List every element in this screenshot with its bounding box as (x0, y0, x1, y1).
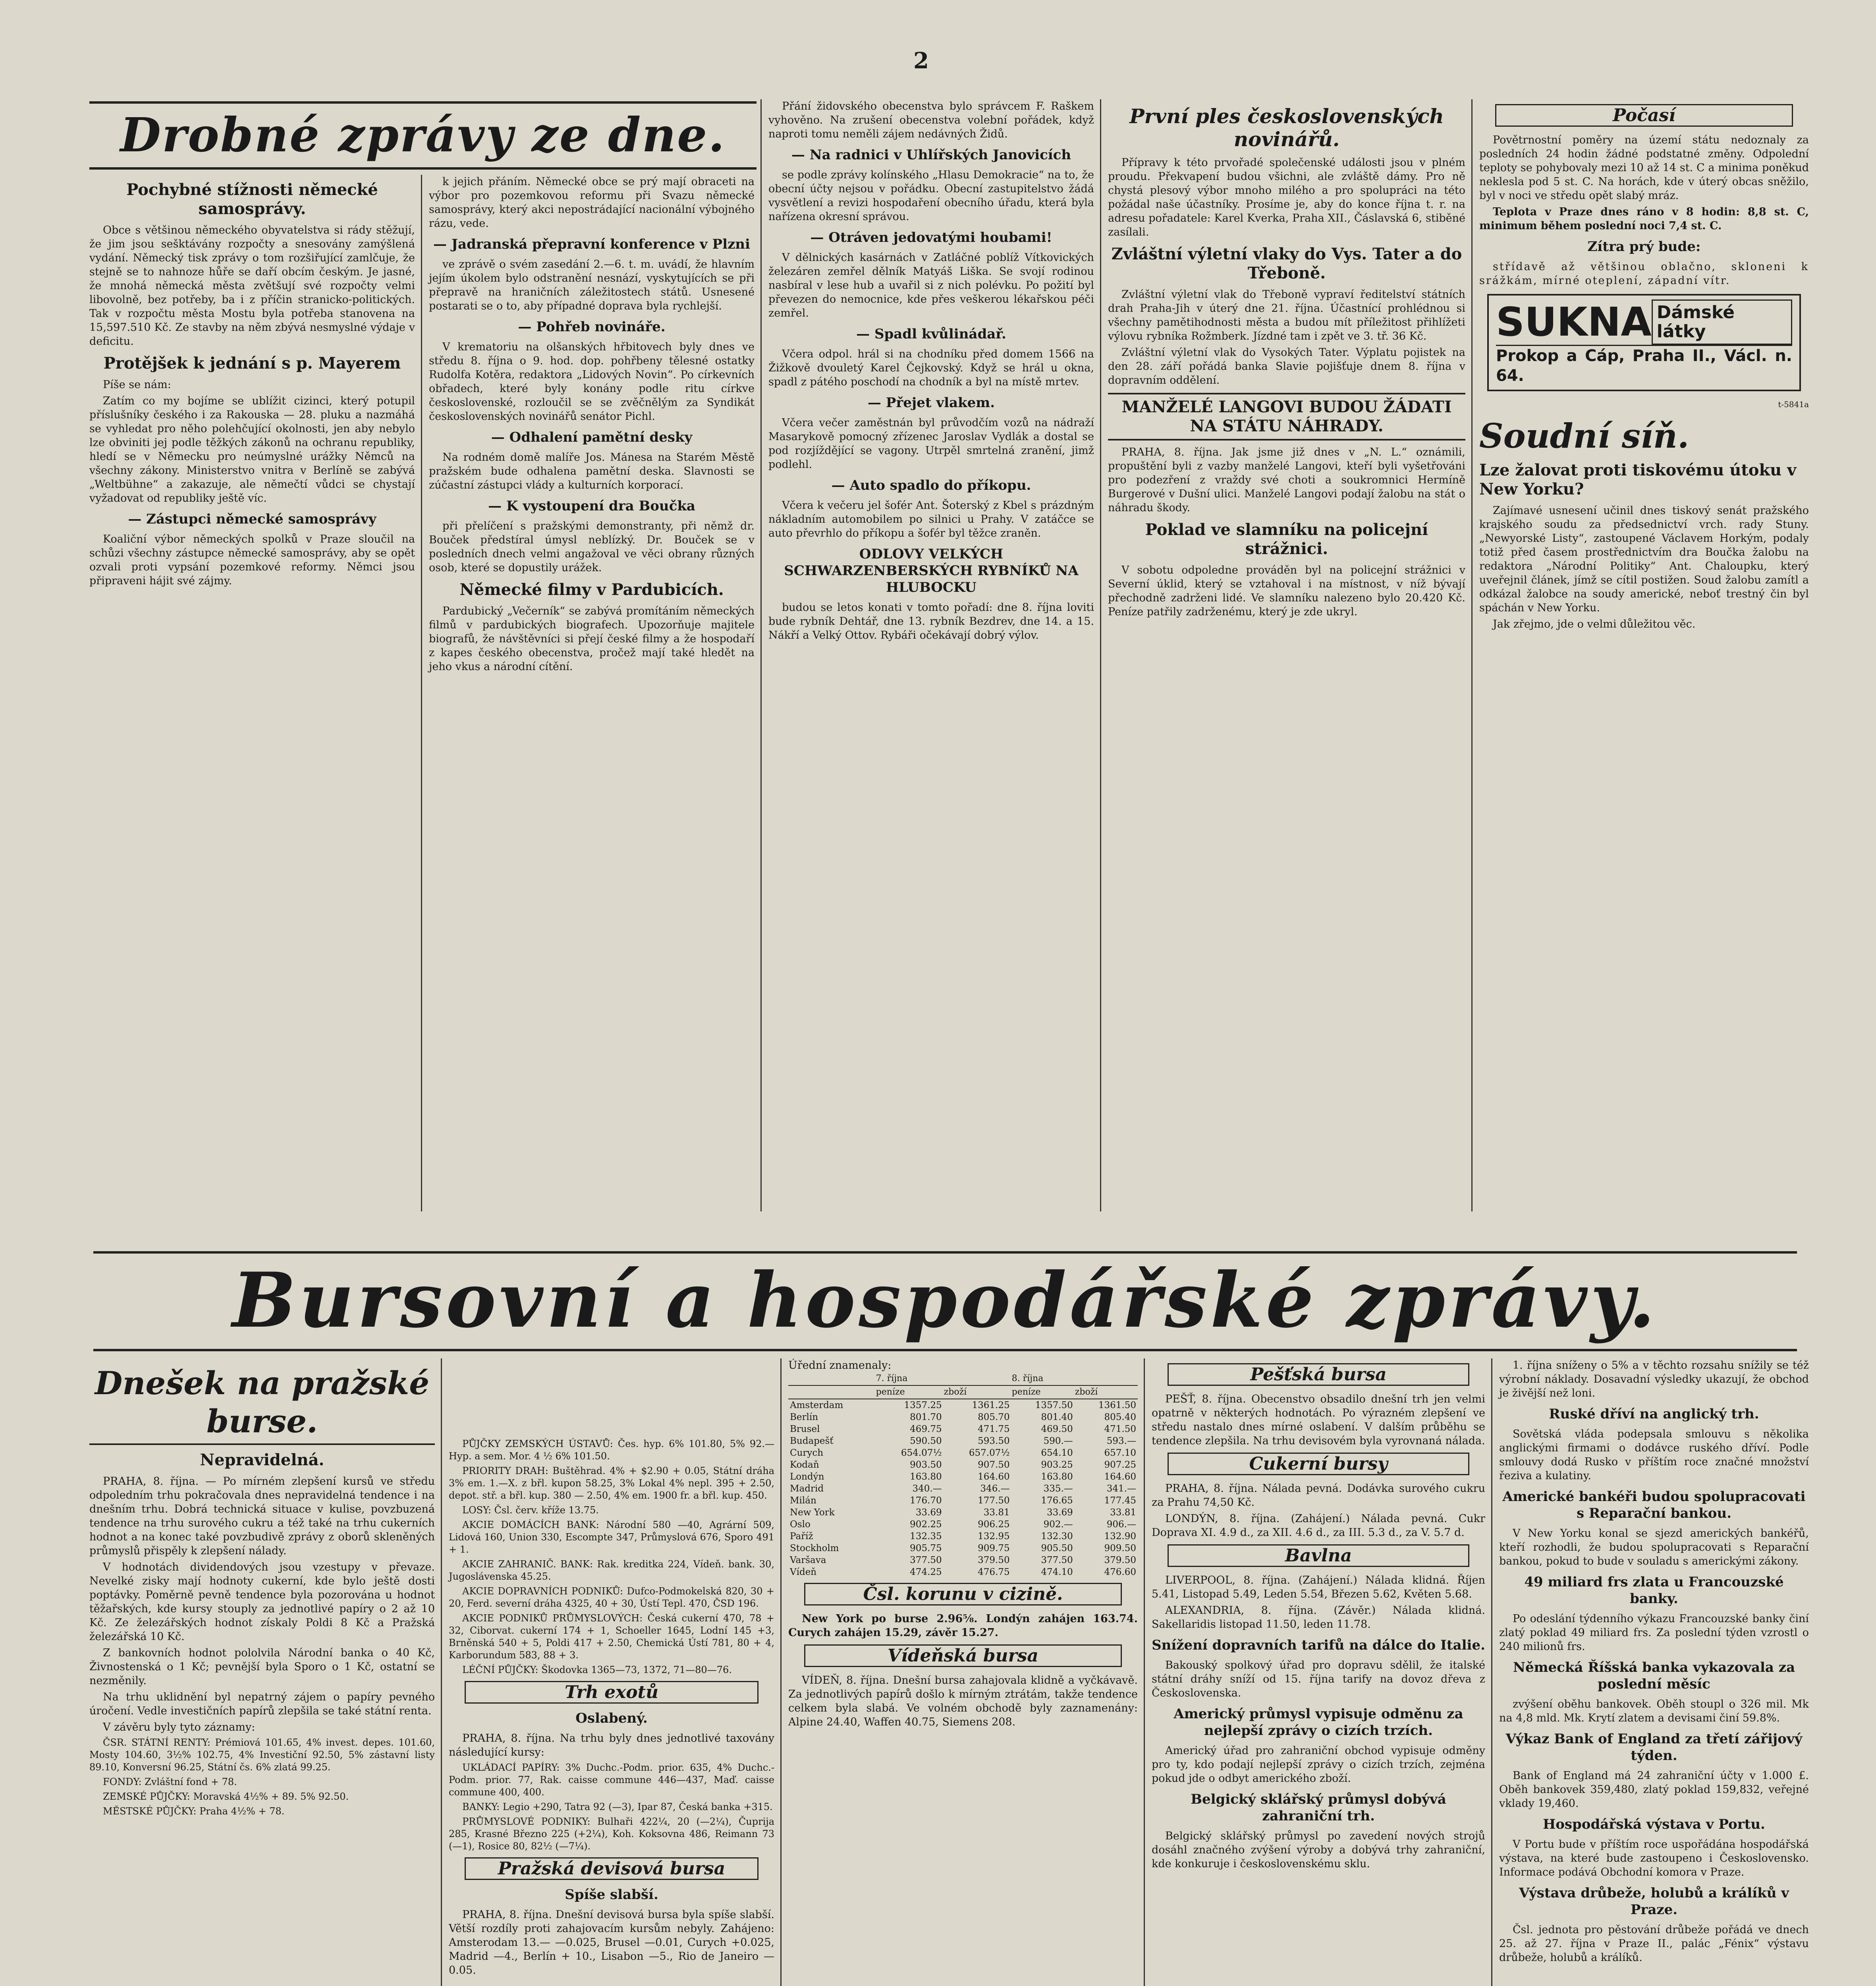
rates-value-cell: 469.50 (1041, 1424, 1073, 1434)
rates-value-cell: 471.50 (1104, 1424, 1136, 1434)
rates-city-cell: Oslo (790, 1519, 811, 1530)
rates-value-cell: 132.95 (978, 1531, 1010, 1542)
article-paragraph: Na trhu uklidnění byl nepatrný zájem o papíry pevného úročení. Vedle investičních papírů zlepšila se také státní renta. (89, 1691, 435, 1717)
article-paragraph: PRAHA, 8. října. Nálada pevná. Dodávka surového cukru za Prahu 74,50 Kč. (1152, 1482, 1485, 1509)
article-headline: Zvláštní výletní vlaky do Vys. Tater a do Třeboně. (1111, 245, 1462, 282)
rates-row (788, 1566, 1138, 1578)
rates-value-cell: 379.50 (978, 1555, 1010, 1565)
rates-row (788, 1530, 1138, 1542)
quotation-block: PRŮMYSLOVÉ PODNIKY: Bulhaři 422¼, 20 (—2¼), Čuprija 285, Krasné Březno 225 (+2¼), Koh. Koksovna 486, Reimann 73 (—1), Rosice 80, 82½ (—7¼). (449, 1816, 774, 1852)
ad-headline: SUKNA (1496, 299, 1652, 345)
rates-value-cell: 341.— (1106, 1484, 1136, 1494)
article-paragraph: PRAHA, 8. října. — Po mírném zlepšení kursů ve středu odpoledním trhu pokračovala dnes nepravidelná tendence i na dnešním trhu. Dobrá technická situace v kulise, povzbuzená tendence na trhu surového cukru a též také na trhu cukerních hodnot a na konec také povzbudivě zprávy z oborů skleněných průmyslů přispěly k zlepšení nálady. (89, 1475, 435, 1557)
article-paragraph: Pardubický „Večerník“ se zabývá promítáním německých filmů v pardubických biografech. Upozorňuje majitele biografů, že návštěvníci si přejí české filmy a že hospodaří z kapes českého obecenstva, pročež mají také hledět na jeho vkus a národní cítění. (429, 605, 755, 673)
bottom-column-1 (89, 1358, 435, 1820)
article-paragraph: Včera odpol. hrál si na chodníku před domem 1566 na Žižkově dvouletý Karel Čejkovský. Když se hrál u okna, spadl z pátého poschodí na chodník a byl na místě mrtev. (768, 348, 1094, 388)
rates-value-cell: 1357.25 (904, 1400, 942, 1410)
article-paragraph: se podle zprávy kolínského „Hlasu Demokracie“ na to, že obecní účty nejsou v pořádku. Obecní zastupitelstvo žádá vysvětlení a revizi hospodaření obecního úřadu, která byla nařízena okresní správou. (768, 169, 1094, 223)
quotation-block: AKCIE DOPRAVNÍCH PODNIKŮ: Dufco-Podmokelská 820, 30 + 20, Ferd. severní dráha 4325, 40 + 30, Ústí Tepl. 470, ČSD 196. (449, 1586, 774, 1609)
column-rule (1471, 99, 1473, 1211)
rates-subheader-goods: zboží (944, 1385, 1011, 1399)
forecast-text: střídavě až většinou oblačno, skloneni k srážkám, mírné oteplení, západní vítr. (1479, 261, 1809, 287)
article-paragraph: PEŠŤ, 8. října. Obecenstvo obsadilo dnešní trh jen velmi opatrně v některých hodnotách. Po výrazném zlepšení ve středu nastalo dnes mírné oslabení. V dalším průběhu se tendence zlepšila. Na trhu devisovém byla vyrovnaná nálada. (1152, 1393, 1485, 1447)
top-column-5 (1479, 99, 1809, 634)
quotation-block: LOSY: Čsl. červ. kříže 13.75. (462, 1505, 599, 1516)
rates-header-day1: 7. října (876, 1372, 1011, 1385)
article-paragraph: při přelíčení s pražskými demonstranty, při němž dr. Bouček předstíral úmysl neblízký. Dr. Bouček se v posledních dnech velmi angažoval ve věci obrany různých osob, které se dopustily urážek. (429, 520, 755, 574)
rates-value-cell: 593.— (1106, 1436, 1136, 1446)
ad-address: Prokop a Cáp, Praha II., Václ. n. 64. (1496, 345, 1792, 386)
quotation-block: BANKY: Legio +290, Tatra 92 (—3), Ipar 87, Česká banka +315. (462, 1801, 773, 1812)
article-paragraph: Na rodném domě malíře Jos. Mánesa na Starém Městě pražském bude odhalena pamětní deska. Slavnosti se zúčastní zástupci vlády a kulturních korporací. (429, 451, 755, 491)
weather-reading: Teplota v Praze dnes ráno v 8 hodin: 8,8 st. C, minimum během poslední noci 7,4 st. C. (1479, 206, 1809, 232)
rates-value-cell: 164.60 (978, 1472, 1010, 1482)
rates-value-cell: 906.— (1106, 1519, 1136, 1530)
rates-value-cell: 177.50 (978, 1495, 1010, 1506)
article-paragraph: zvýšení oběhu bankovek. Oběh stoupl o 326 mil. Mk na 4,8 mld. Mk. Krytí zlatem a devisami činí 59.8%. (1499, 1698, 1809, 1724)
rates-city-cell: Amsterdam (790, 1400, 843, 1410)
section-box-title: Bavlna (1168, 1544, 1469, 1567)
article-paragraph: Včera k večeru jel šofér Ant. Šoterský z Kbel s prázdným nákladním automobilem po silnici u Prahy. V zatáčce se auto převrhlo do příkopu a šofér byl těžce zraněn. (768, 499, 1094, 539)
advertisement (1487, 294, 1801, 391)
rates-value-cell: 163.80 (910, 1472, 942, 1482)
rates-city-cell: Curych (790, 1448, 824, 1458)
article-paragraph: Píše se nám: (103, 379, 171, 391)
article-subheadline: Spíše slabší. (565, 1887, 658, 1903)
article-paragraph: Americký úřad pro zahraniční obchod vypisuje odměny pro ty, kdo podají nejlepší zprávy o cizích trzích, zejména pokud jde o odbyt amerického zboží. (1152, 1745, 1485, 1785)
rates-city-cell: Milán (790, 1495, 816, 1506)
rates-city-cell: Kodaň (790, 1460, 819, 1470)
rates-value-cell: 132.90 (1104, 1531, 1136, 1542)
article-paragraph: LONDÝN, 8. října. (Zahájení.) Nálada pevná. Cukr Doprava XI. 4.9 d., za XII. 4.6 d., za III. 5.3 d., za V. 5.7 d. (1152, 1513, 1485, 1539)
rates-value-cell: 593.50 (978, 1436, 1010, 1446)
quotation-block: ČSR. STÁTNÍ RENTY: Prémiová 101.65, 4% invest. depes. 101.60, Mosty 104.60, 3½% 102.75, 4% Investiční 92.50, 5% zástavní listy 89.10, Konversní 96.25, Státní čs. 6% zlatá 99.25. (89, 1737, 435, 1773)
article-headline: MANŽELÉ LANGOVI BUDOU ŽÁDATI NA STÁTU NÁHRADY. (1108, 393, 1465, 440)
rates-row (788, 1399, 1138, 1411)
article-paragraph: New York po burse 2.96⅝. Londýn zahájen 163.74. Curych zahájen 15.29, závěr 15.27. (788, 1613, 1138, 1639)
rates-city-cell: Paříž (790, 1531, 813, 1542)
quotation-block: ZEMSKÉ PŮJČKY: Moravská 4½% + 89. 5% 92.50. (103, 1791, 349, 1802)
article-paragraph: V krematoriu na olšanských hřbitovech byly dnes ve středu 8. října o 9. hod. dop. pohřbeny tělesné ostatky Rudolfa Kotěra, redaktora „Lidových Novin“. Po církevních obřadech, které byly konány podle ritu církve československé, rozloučil se se zvěčnělým za Syndikát československých novinářů senátor Pichl. (429, 341, 755, 423)
article-paragraph: Z bankovních hodnot pololvila Národní banka o 40 Kč, Živnostenská o 1 Kč; pevnější byla Sporo o 1 Kč, ostatní se nezměnily. (89, 1647, 435, 1687)
article-headline: — K vystoupení dra Boučka (488, 498, 695, 514)
weather-box-title: Počasí (1495, 104, 1793, 127)
column-rule (1491, 1358, 1492, 1986)
rates-value-cell: 377.50 (1041, 1555, 1073, 1565)
rates-row (788, 1411, 1138, 1423)
rates-value-cell: 905.75 (910, 1543, 942, 1553)
rates-header-empty (788, 1372, 876, 1385)
rates-value-cell: 164.60 (1104, 1472, 1136, 1482)
quotation-block: AKCIE PODNIKŮ PRŮMYSLOVÝCH: Česká cukerní 470, 78 + 32, Ciborvat. cukerní 174 + 1, Schoeller 1645, Lodní 145 +3, Brněnská 540 + 5, Poldi 417 + 2.50, Chemická Ústí 781, 80 + 4, Karborundum 583, 88 + 3. (449, 1613, 774, 1661)
rates-row (788, 1423, 1138, 1435)
rates-row (788, 1447, 1138, 1459)
article-paragraph: VÍDEŇ, 8. října. Dnešní bursa zahajovala klidně a vyčkávavě. Za jednotlivých papírů došlo k mírným ztrátám, takže tendence celkem byla slabá. Ve volném obchodě byly zaznamenány: Alpine 24.40, Waffen 40.75, Siemens 208. (788, 1674, 1138, 1728)
article-headline: Německá Říšská banka vykazovala za poslední měsíc (1513, 1660, 1795, 1692)
article-paragraph: Bank of England má 24 zahraniční účty v 1.000 £. Oběh bankovek 359,480, zlatý poklad 159,832, veřejné vklady 19,460. (1499, 1770, 1809, 1810)
rates-value-cell: 902.25 (910, 1519, 942, 1530)
rates-city-cell: Vídeň (790, 1567, 817, 1577)
rates-value-cell: 379.50 (1104, 1555, 1136, 1565)
rates-value-cell: 471.75 (978, 1424, 1010, 1434)
article-headline: Výstava drůbeže, holubů a králíků v Praze. (1519, 1885, 1789, 1918)
top-column-4 (1108, 99, 1465, 621)
bottom-column-2 (449, 1438, 774, 1980)
column-rule (760, 99, 762, 1211)
section-box-title: Čsl. korunu v cizině. (804, 1583, 1122, 1605)
rates-city-cell: New York (790, 1507, 835, 1518)
rates-value-cell: 906.25 (978, 1519, 1010, 1530)
rates-row (788, 1518, 1138, 1530)
column-rule (421, 175, 422, 1211)
quotation-block: UKLÁDACÍ PAPÍRY: 3% Duchc.-Podm. prior. 635, 4% Duchc.-Podm. prior. 77, Rak. caisse commune 446—437, Maď. caisse commune 400, 400. (449, 1762, 774, 1798)
article-headline: Snížení dopravních tarifů na dálce do Italie. (1152, 1637, 1485, 1653)
article-paragraph: Obce s většinou německého obyvatelstva si rády stěžují, že jim jsou sešktávány rozpočty a snesovány zamýšlená vydání. Německý tisk zprávy o tom rozšiřující zamlčuje, že stejně se to nahnoze hůře se daří obcím českým. Je jasné, že mnohá německá města zvětšují své rozpočty velmi libovolně, bez potřeby, ba i z příčin stranicko-politických. Tak v rozpočtu města Mostu byla potřeba stanovena na 15,597.510 Kč. Ze stavby na něm zbývá nesmyslné výdaje v deficitu. (89, 224, 415, 348)
article-paragraph: budou se letos konati v tomto pořadí: dne 8. října loviti bude rybník Dehtář, dne 13. rybník Bezdrev, dne 14. a 15. Nákří a Velký Ottov. Rybáři očekávají dobrý výlov. (768, 601, 1094, 641)
article-headline: Dnešek na pražské burse. (89, 1364, 435, 1445)
rates-value-cell: 905.50 (1041, 1543, 1073, 1553)
rates-value-cell: 469.75 (910, 1424, 942, 1434)
article-paragraph: V New Yorku konal se sjezd amerických bankéřů, kteří rozhodli, že budou spolupracovati s Reparační bankou, pokud to bude v souladu s americkými zákony. (1499, 1527, 1809, 1567)
rates-row (788, 1459, 1138, 1471)
rates-value-cell: 346.— (980, 1484, 1010, 1494)
rates-value-cell: 476.75 (978, 1567, 1010, 1577)
column-rule (1100, 99, 1101, 1211)
article-headline: Německé filmy v Pardubicích. (459, 580, 724, 599)
rates-value-cell: 903.25 (1041, 1460, 1073, 1470)
rates-value-cell: 590.50 (910, 1436, 942, 1446)
article-subheadline: Nepravidelná. (200, 1451, 324, 1469)
rates-value-cell: 657.07½ (969, 1448, 1010, 1458)
rates-caption: Úřední znamenaly: (788, 1359, 892, 1372)
section-box-title: Vídeňská bursa (804, 1644, 1122, 1667)
article-headline: — Jadranská přepravní konference v Plzni (433, 236, 750, 252)
quotation-block: MĚSTSKÉ PŮJČKY: Praha 4½% + 78. (103, 1806, 285, 1817)
article-paragraph: Koaliční výbor německých spolků v Praze sloučil na schůzi všechny zástupce německé samosprávy, aby se opět ozvali proti vypsání pozemkové reformy. Němci jsou připraveni hájit své zájmy. (89, 533, 415, 587)
top-column-1 (89, 175, 415, 590)
article-headline: — Odhalení pamětní desky (491, 429, 693, 445)
article-headline: 49 miliard frs zlata u Francouzské banky. (1524, 1574, 1784, 1607)
article-paragraph: Čsl. jednota pro pěstování drůbeže pořádá ve dnech 25. až 27. října v Praze II., palác „Fénix“ výstavu drůbeže, holubů a králíků. (1499, 1924, 1809, 1964)
article-paragraph: V hodnotách dividendových jsou vzestupy v převaze. Nevelké zisky mají hodnoty cukerní, kde bylo ještě dosti poptávky. Poměrně pevně tendence byla pozorována u hodnot těžařských, kde kursy stouply za jednotlivé papíry o 2 až 10 Kč. Ze železářských hodnot získaly Poldi 8 Kč a Pražská železářská 10 Kč. (89, 1561, 435, 1643)
article-headline: Hospodářská výstava v Portu. (1543, 1816, 1765, 1832)
article-paragraph: V dělnických kasárnách v Zatláčné poblíž Vítkovických železáren zemřel dělník Matyáš Liška. Se svojí rodinou nasbíral v lese hub a uvařil si z nich polévku. Po požití byl převezen do nemocnice, kde přes veškerou lékařskou péči zemřel. (768, 251, 1094, 319)
rates-header-day2: 8. října (1011, 1372, 1138, 1385)
bottom-column-4 (1152, 1358, 1485, 1873)
rates-value-cell: 1361.50 (1098, 1400, 1136, 1410)
rates-value-cell: 909.75 (978, 1543, 1010, 1553)
quotation-block: AKCIE DOMÁCÍCH BANK: Národní 580 —40, Agrární 509, Lidová 160, Union 330, Escompte 347, Průmyslová 676, Sporo 491 + 1. (449, 1519, 774, 1555)
section-box-title: Cukerní bursy (1168, 1453, 1469, 1475)
rates-value-cell: 476.60 (1104, 1567, 1136, 1577)
article-paragraph: Jak zřejmo, jde o velmi důležitou věc. (1493, 618, 1696, 630)
rates-value-cell: 33.81 (1110, 1507, 1136, 1518)
article-paragraph: Sovětská vláda podepsala smlouvu s několika anglickými firmami o dodávce ruského dříví. Podle smlouvy dodá Rusko v příštím roce značné množství řeziva a kulatiny. (1499, 1428, 1809, 1482)
article-paragraph: Zvláštní výletní vlak do Vysokých Tater. Výplatu pojistek na den 28. září pořádá banka Slavie pojišťuje dnem 8. října v dopravním oddělení. (1108, 346, 1465, 386)
rates-value-cell: 340.— (912, 1484, 942, 1494)
article-paragraph: V Portu bude v příštím roce uspořádána hospodářská výstava, na které bude zastoupeno i Československo. Informace podává Obchodní komora v Praze. (1499, 1838, 1809, 1878)
article-paragraph: Povětrnostní poměry na území státu nedoznaly za posledních 24 hodin žádné podstatné změny. Odpolední teploty se pohybovaly mezi 10 až 14 st. C a minima poněkud nekleslа pod 5 st. C. Na horách, kde v úterý obcas sněžilo, byl v noci ve středu opět slabý mráz. (1479, 134, 1809, 202)
article-headline: Pochybné stížnosti německé samosprávy. (126, 180, 378, 218)
article-paragraph: ALEXANDRIA, 8. října. (Závěr.) Nálada klidná. Sakellaridis listopad 11.50, leden 11.78. (1152, 1604, 1485, 1631)
article-headline: — Přejet vlakem. (867, 395, 995, 411)
article-paragraph: PRAHA, 8. října. Jak jsme již dnes v „N. L.“ oznámili, propuštění byli z vazby manželé Langovi, kteří byli vyšetřováni pro podezření z vraždy své choti a soukromnici Hermíně Burgerové v Dušní ulici. Manželé Langovi podají žalobu na stát o náhradu škody. (1108, 446, 1465, 514)
rates-city-cell: Londýn (790, 1472, 824, 1482)
column-rule (1144, 1358, 1145, 1986)
rates-value-cell: 902.— (1043, 1519, 1073, 1530)
rates-city-cell: Varšava (790, 1555, 826, 1565)
article-headline: Lze žalovat proti tiskovému útoku v New Yorku? (1479, 461, 1797, 498)
article-paragraph: V sobotu odpoledne prováděn byl na policejní strážnici v Severní úklid, který se vztahoval i na místnost, v níž bývají přechodně zadrženi lidé. Ve slamníku nalezeno bylo 20.420 Kč. Peníze patřily zadrženému, který je zde ukryl. (1108, 564, 1465, 618)
article-subheadline: Oslabený. (575, 1710, 648, 1726)
article-paragraph: Zatím co my bojíme se ublížit cizinci, který potupil příslušníky českého i za Rakouska — 28. pluku a nazmáhá se vyhledat pro něho polehčující okolnosti, jen aby nebylo lze obviniti jej podle těžkých zákonů na ochranu republiky, hledí se v Německu pro neúmyslné urážky Němců na všechny zákony. Ministerstvo vnitra v Berlíně se zabývá „Weltbühne“ a zakazuje, ale němečtí vůdci se chystají vyžadovat od republiky ještě víc. (89, 395, 415, 504)
column-rule (780, 1358, 782, 1986)
article-paragraph: Po odeslání týdenního výkazu Francouzské banky činí zlatý poklad 49 miliard frs. Za poslední týden vzrostl o 240 milionů frs. (1499, 1613, 1809, 1653)
rates-row (788, 1542, 1138, 1554)
quotation-block: AKCIE ZAHRANIČ. BANK: Rak. kreditka 224, Vídeň. bank. 30, Jugoslávenska 45.25. (449, 1559, 774, 1582)
rates-value-cell: 33.69 (915, 1507, 942, 1518)
article-headline: Belgický sklářský průmysl dobývá zahraniční trh. (1191, 1791, 1446, 1824)
article-paragraph: Zvláštní výletní vlak do Třeboně vypraví ředitelství státních drah Praha-Jih v úterý dne 21. října. Účastnící prohlédnou si všechny pamětihodnosti města a budou mít příležitost přihlížeti výlovu rybníka Rožmberk. Jízdné tam i zpět ve 3. tř. 36 Kč. (1108, 288, 1465, 342)
article-headline: Americké bankéři budou spolupracovati s Reparační bankou. (1502, 1489, 1806, 1521)
article-paragraph: Přání židovského obecenstva bylo správcem F. Raškem vyhověno. Na zrušení obecenstva volební pořádek, když naproti tomu neměli zájem nedávných Židů. (768, 100, 1094, 140)
rates-value-cell: 590.— (1043, 1436, 1073, 1446)
article-paragraph: Zajímavé usnesení učinil dnes tiskový senát pražského krajského soudu za předsednictví vrch. rady Stuny. „Newyorské Listy“, zastoupené Václavem Horkým, podaly totiž před časem prostřednictvím dra Boučka žalobu na redaktora „Národní Politiky“ Ant. Chaloupku, který uveřejnil článek, jímž se cítil postižen. Soud žalobu zamítl a odkázal žalobce na soudy americké, neboť trestný čin byl spáchán v New Yorku. (1479, 504, 1809, 614)
rates-city-cell: Budapešť (790, 1436, 834, 1446)
rates-value-cell: 1357.50 (1035, 1400, 1073, 1410)
exchange-rates-table (788, 1372, 1138, 1578)
rates-value-cell: 801.40 (1041, 1412, 1073, 1422)
rates-value-cell: 377.50 (910, 1555, 942, 1565)
article-headline: — Auto spadlo do příkopu. (831, 477, 1031, 493)
rates-value-cell: 33.69 (1046, 1507, 1073, 1518)
rates-body (788, 1399, 1138, 1578)
article-paragraph: Včera večer zaměstnán byl průvodčím vozů na nádraží Masarykově pomocný zřízenec Jaroslav Vydlák a dostal se pod rozjíždějící se vagony. Utrpěl smrtelná zranění, jimž podlehl. (768, 417, 1094, 471)
article-headline: Protějšek k jednání s p. Mayerem (103, 354, 401, 373)
ad-tagline: Dámské látky (1652, 299, 1792, 345)
rates-value-cell: 474.25 (910, 1567, 942, 1577)
article-paragraph: V závěru byly tyto záznamy: (103, 1721, 255, 1733)
rates-value-cell: 903.50 (910, 1460, 942, 1470)
article-headline: — Na radnici v Uhlířských Janovicích (791, 147, 1071, 163)
rates-value-cell: 654.07½ (901, 1448, 942, 1458)
article-headline: — Pohřeb novináře. (518, 319, 666, 335)
rates-value-cell: 907.50 (978, 1460, 1010, 1470)
rates-value-cell: 801.70 (910, 1412, 942, 1422)
ad-reference: t-5841a (1778, 400, 1809, 409)
forecast-heading: Zítra prý bude: (1587, 239, 1701, 255)
article-headline: Americký průmysl vypisuje odměnu za nejlepší zprávy o cizích trzích. (1173, 1706, 1463, 1739)
rates-value-cell: 1361.25 (972, 1400, 1010, 1410)
rates-city-cell: Stockholm (790, 1543, 839, 1553)
rates-subheader-empty (788, 1385, 876, 1399)
section-box-title: Pešťská bursa (1168, 1363, 1469, 1386)
article-paragraph: Belgický sklářský průmysl po zavedení nových strojů dosáhl značného zvýšení výroby a dobývá trhy zahraniční, kde konkuruje i československému sklu. (1152, 1830, 1485, 1870)
rates-row (788, 1554, 1138, 1566)
article-headline: Ruské dříví na anglický trh. (1549, 1406, 1759, 1422)
quotation-block: FONDY: Zvláštní fond + 78. (103, 1776, 237, 1787)
article-headline: — Zástupci německé samosprávy (128, 511, 376, 527)
quotation-block: LÉČNÍ PŮJČKY: Škodovka 1365—73, 1372, 71—80—76. (462, 1664, 732, 1675)
bottom-column-5 (1499, 1358, 1809, 1967)
rates-value-cell: 163.80 (1041, 1472, 1073, 1482)
rates-value-cell: 335.— (1043, 1484, 1073, 1494)
article-paragraph: LIVERPOOL, 8. října. (Zahájení.) Nálada klidná. Říjen 5.41, Listopad 5.49, Leden 5.54, Březen 5.62, Květen 5.68. (1152, 1574, 1485, 1600)
top-column-3 (768, 99, 1094, 645)
rates-row (788, 1507, 1138, 1518)
rates-row (788, 1483, 1138, 1495)
rates-city-cell: Brusel (790, 1424, 820, 1434)
top-column-2 (429, 175, 755, 676)
quotation-block: PŮJČKY ZEMSKÝCH ÚSTAVŮ: Čes. hyp. 6% 101.80, 5% 92.— Hyp. a sem. Mor. 4 ½ 6% 101.50. (449, 1438, 774, 1462)
article-headline: Výkaz Bank of England za třetí zářijový týden. (1505, 1731, 1803, 1764)
article-paragraph: PRAHA, 8. října. Dnešní devisová bursa byla spíše slabší. Větší rozdíly proti zahajovacím kursům nebyly. Zahájeno: Amsterodam 13.— —0.025, Brusel —0.01, Curych +0.025, Madrid —4., Berlín + 10., Lisabon —5., Rio de Janeiro —0.05. (449, 1909, 774, 1976)
article-paragraph: ve zprávě o svém zasedání 2.—6. t. m. uvádí, že hlavním jejím úkolem bylo odstranění nesnází, vyskytujících se při přepravě na hraničních záležitostech států. Usnesené postarati se o to, aby případné doprava byla rychlejší. (429, 258, 755, 312)
rates-value-cell: 654.10 (1041, 1448, 1073, 1458)
rates-value-cell: 33.81 (983, 1507, 1010, 1518)
article-paragraph: Přípravy k této prvořadé společenské události jsou v plném proudu. Překvapení budou všichni, ale zvláště dámy. Pro ně chystá plesový výbor mnoho milého a pro spolupráci na této požádal naše účastníky. Prosíme je, aby do konce října t. r. na adresu pořadatele: Karel Kverka, Praha XII., Čáslavská 6, stiběné zasílali. (1108, 156, 1465, 238)
rates-row (788, 1471, 1138, 1483)
rates-value-cell: 805.70 (978, 1412, 1010, 1422)
court-section-title: Soudní síň. (1479, 416, 1689, 456)
economic-section-banner: Bursovní a hospodářské zprávy. (93, 1251, 1797, 1351)
article-headline: — Spadl kvůlinádař. (856, 326, 1006, 342)
page-number: 2 (913, 48, 929, 74)
rates-value-cell: 909.50 (1104, 1543, 1136, 1553)
article-headline: Poklad ve slamníku na policejní strážnici. (1145, 520, 1428, 558)
article-paragraph: 1. října sníženy o 5% a v těchto rozsahu snížily se též výrobní náklady. Dosavadní výsledky ukazují, že obchod je živější než loni. (1499, 1359, 1809, 1399)
rates-value-cell: 177.45 (1104, 1495, 1136, 1506)
rates-row (788, 1495, 1138, 1507)
section-box-title: Pražská devisová bursa (465, 1857, 759, 1880)
section-box-title: Trh exotů (465, 1681, 759, 1704)
article-paragraph: Bakouský spolkový úřad pro dopravu sdělil, že italské státní dráhy sníží od 15. října tarify na dovoz dřeva z Československa. (1152, 1659, 1485, 1699)
article-headline: ODLOVY VELKÝCH SCHWARZENBERSKÝCH RYBNÍKŮ NA HLUBOCKU (784, 546, 1079, 595)
rates-value-cell: 907.25 (1104, 1460, 1136, 1470)
column-rule (441, 1358, 442, 1986)
quotation-block: PRIORITY DRAH: Buštěhrad. 4% + $2.90 + 0.05, Státní dráha 3% em. 1.—X. z břl. kupon 58.25, 3% Lokal 4% nepl. 395 + 2.50, depot. stř. a břl. kup. 380 — 2.50, 4% em. 1900 fr. a břl. kup. 450. (449, 1465, 774, 1501)
rates-subheader-goods: zboží (1075, 1385, 1138, 1399)
article-headline: — Otráven jedovatými houbami! (810, 230, 1052, 245)
rates-value-cell: 176.65 (1041, 1495, 1073, 1506)
article-paragraph: PRAHA, 8. října. Na trhu byly dnes jednotlivé taxovány následující kursy: (449, 1732, 774, 1758)
rates-subheader-money: peníze (1011, 1385, 1075, 1399)
section-masthead: Drobné zprávy ze dne. (89, 101, 757, 170)
rates-value-cell: 176.70 (910, 1495, 942, 1506)
bottom-column-3 (788, 1358, 1138, 1731)
rates-value-cell: 132.35 (910, 1531, 942, 1542)
rates-city-cell: Madrid (790, 1484, 824, 1494)
rates-row (788, 1435, 1138, 1447)
rates-city-cell: Berlín (790, 1412, 818, 1422)
rates-value-cell: 657.10 (1104, 1448, 1136, 1458)
rates-value-cell: 805.40 (1104, 1412, 1136, 1422)
rates-value-cell: 474.10 (1041, 1567, 1073, 1577)
rates-value-cell: 132.30 (1041, 1531, 1073, 1542)
article-headline: První ples československých novinářů. (1129, 104, 1444, 151)
rates-subheader-money: peníze (876, 1385, 944, 1399)
article-paragraph: k jejich přáním. Německé obce se prý mají obraceti na výbor pro pozemkovou reformu při Svazu německé samosprávy, který akci nepostrádající nacionální výbojného rázu, vede. (429, 176, 755, 230)
